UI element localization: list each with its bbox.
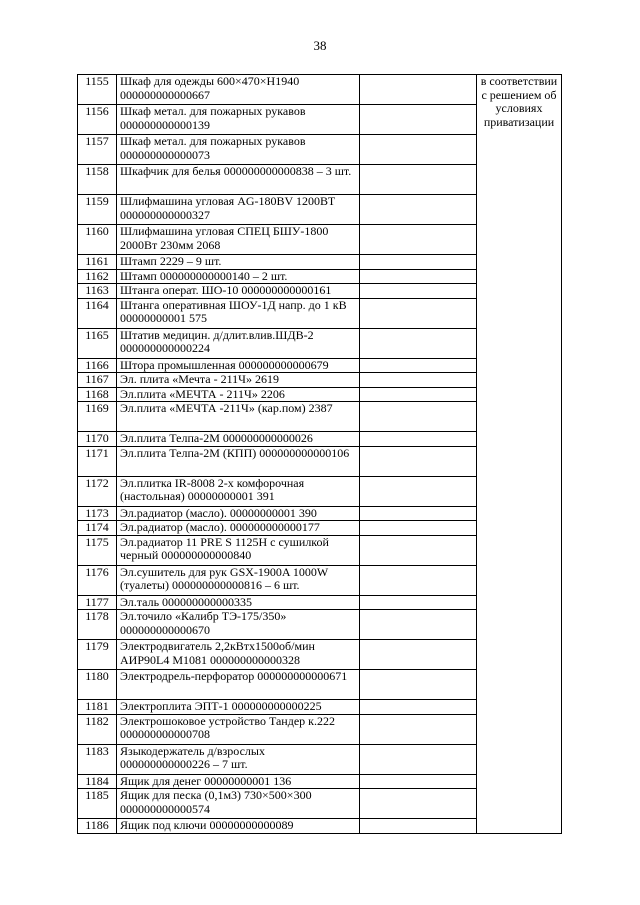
empty-cell <box>360 774 477 789</box>
item-name: Штора промышленная 000000000000679 <box>117 358 360 373</box>
empty-cell <box>360 284 477 299</box>
row-number: 1185 <box>78 789 117 819</box>
row-number: 1155 <box>78 75 117 105</box>
item-name: Эл.плитка IR-8008 2-х комфорочная (настольная) 00000000001 391 <box>117 476 360 506</box>
item-name: Шкафчик для белья 000000000000838 – 3 шт. <box>117 165 360 195</box>
item-name: Эл.радиатор (масло). 00000000001 390 <box>117 506 360 521</box>
row-number: 1165 <box>78 328 117 358</box>
item-name: Шлифмашина угловая AG-180BV 1200ВТ 000000000000327 <box>117 195 360 225</box>
item-name: Штанга оперативная ШОУ-1Д напр. до 1 кВ 00000000001 575 <box>117 298 360 328</box>
item-name: Эл.радиатор 11 PRE S 1125H с сушилкой черный 000000000000840 <box>117 535 360 565</box>
item-name: Ящик для песка (0,1м3) 730×500×300 000000000000574 <box>117 789 360 819</box>
empty-cell <box>360 789 477 819</box>
empty-cell <box>360 105 477 135</box>
row-number: 1171 <box>78 446 117 476</box>
row-number: 1161 <box>78 255 117 270</box>
row-number: 1175 <box>78 535 117 565</box>
item-name: Эл.таль 000000000000335 <box>117 595 360 610</box>
empty-cell <box>360 506 477 521</box>
row-number: 1183 <box>78 744 117 774</box>
item-name: Эл.радиатор (масло). 000000000000177 <box>117 521 360 536</box>
item-name: Шкаф метал. для пожарных рукавов 000000000000073 <box>117 135 360 165</box>
empty-cell <box>360 476 477 506</box>
empty-cell <box>360 521 477 536</box>
empty-cell <box>360 358 477 373</box>
row-number: 1159 <box>78 195 117 225</box>
row-number: 1172 <box>78 476 117 506</box>
empty-cell <box>360 819 477 834</box>
row-number: 1157 <box>78 135 117 165</box>
empty-cell <box>360 328 477 358</box>
row-number: 1167 <box>78 373 117 388</box>
item-name: Эл. плита «Мечта - 211Ч» 2619 <box>117 373 360 388</box>
row-number: 1179 <box>78 640 117 670</box>
empty-cell <box>360 700 477 715</box>
item-name: Эл.точило «Калибр ТЭ-175/350» 000000000000670 <box>117 610 360 640</box>
item-name: Штанга операт. ШО-10 000000000000161 <box>117 284 360 299</box>
item-name: Шлифмашина угловая СПЕЦ БШУ-1800 2000Вт 230мм 2068 <box>117 225 360 255</box>
page-number: 38 <box>313 38 327 53</box>
row-number: 1181 <box>78 700 117 715</box>
item-name: Эл.плита Телпа-2М (КПП) 000000000000106 <box>117 446 360 476</box>
item-name: Штамп 000000000000140 – 2 шт. <box>117 269 360 284</box>
item-name: Эл.сушитель для рук GSX-1900A 1000W (туалеты) 000000000000816 – 6 шт. <box>117 565 360 595</box>
empty-cell <box>360 595 477 610</box>
empty-cell <box>360 610 477 640</box>
empty-cell <box>360 714 477 744</box>
row-number: 1156 <box>78 105 117 135</box>
row-number: 1178 <box>78 610 117 640</box>
empty-cell <box>360 135 477 165</box>
item-name: Ящик под ключи 00000000000089 <box>117 819 360 834</box>
empty-cell <box>360 446 477 476</box>
row-number: 1186 <box>78 819 117 834</box>
row-number: 1173 <box>78 506 117 521</box>
item-name: Ящик для денег 00000000001 136 <box>117 774 360 789</box>
empty-cell <box>360 640 477 670</box>
empty-cell <box>360 432 477 447</box>
table-row <box>78 75 562 105</box>
empty-cell <box>360 75 477 105</box>
empty-cell <box>360 387 477 402</box>
item-name: Языкодержатель д/взрослых 000000000000226 – 7 шт. <box>117 744 360 774</box>
item-name: Электрошоковое устройство Тандер к.222 000000000000708 <box>117 714 360 744</box>
row-number: 1174 <box>78 521 117 536</box>
row-number: 1168 <box>78 387 117 402</box>
empty-cell <box>360 670 477 700</box>
row-number: 1184 <box>78 774 117 789</box>
empty-cell <box>360 255 477 270</box>
item-name: Эл.плита Телпа-2М 000000000000026 <box>117 432 360 447</box>
row-number: 1162 <box>78 269 117 284</box>
row-number: 1160 <box>78 225 117 255</box>
item-name: Эл.плита «МЕЧТА -211Ч» (кар.пом) 2387 <box>117 402 360 432</box>
privatization-note: в соответствии с решением об условиях приватизации <box>477 75 562 834</box>
empty-cell <box>360 195 477 225</box>
item-name: Эл.плита «МЕЧТА - 211Ч» 2206 <box>117 387 360 402</box>
empty-cell <box>360 298 477 328</box>
empty-cell <box>360 744 477 774</box>
row-number: 1166 <box>78 358 117 373</box>
empty-cell <box>360 535 477 565</box>
row-number: 1177 <box>78 595 117 610</box>
item-name: Штамп 2229 – 9 шт. <box>117 255 360 270</box>
inventory-table-body <box>78 75 562 834</box>
row-number: 1182 <box>78 714 117 744</box>
empty-cell <box>360 373 477 388</box>
item-name: Электроплита ЭПТ-1 000000000000225 <box>117 700 360 715</box>
row-number: 1164 <box>78 298 117 328</box>
item-name: Шкаф метал. для пожарных рукавов 000000000000139 <box>117 105 360 135</box>
item-name: Штатив медицин. д/длит.влив.ШДВ-2 000000000000224 <box>117 328 360 358</box>
item-name: Электродвигатель 2,2кВтх1500об/мин АИР90L4 М1081 000000000000328 <box>117 640 360 670</box>
row-number: 1163 <box>78 284 117 299</box>
empty-cell <box>360 165 477 195</box>
row-number: 1170 <box>78 432 117 447</box>
empty-cell <box>360 269 477 284</box>
empty-cell <box>360 402 477 432</box>
row-number: 1176 <box>78 565 117 595</box>
inventory-table <box>77 74 562 834</box>
item-name: Шкаф для одежды 600×470×H1940 000000000000667 <box>117 75 360 105</box>
row-number: 1180 <box>78 670 117 700</box>
row-number: 1169 <box>78 402 117 432</box>
row-number: 1158 <box>78 165 117 195</box>
item-name: Электродрель-перфоратор 000000000000671 <box>117 670 360 700</box>
empty-cell <box>360 225 477 255</box>
empty-cell <box>360 565 477 595</box>
